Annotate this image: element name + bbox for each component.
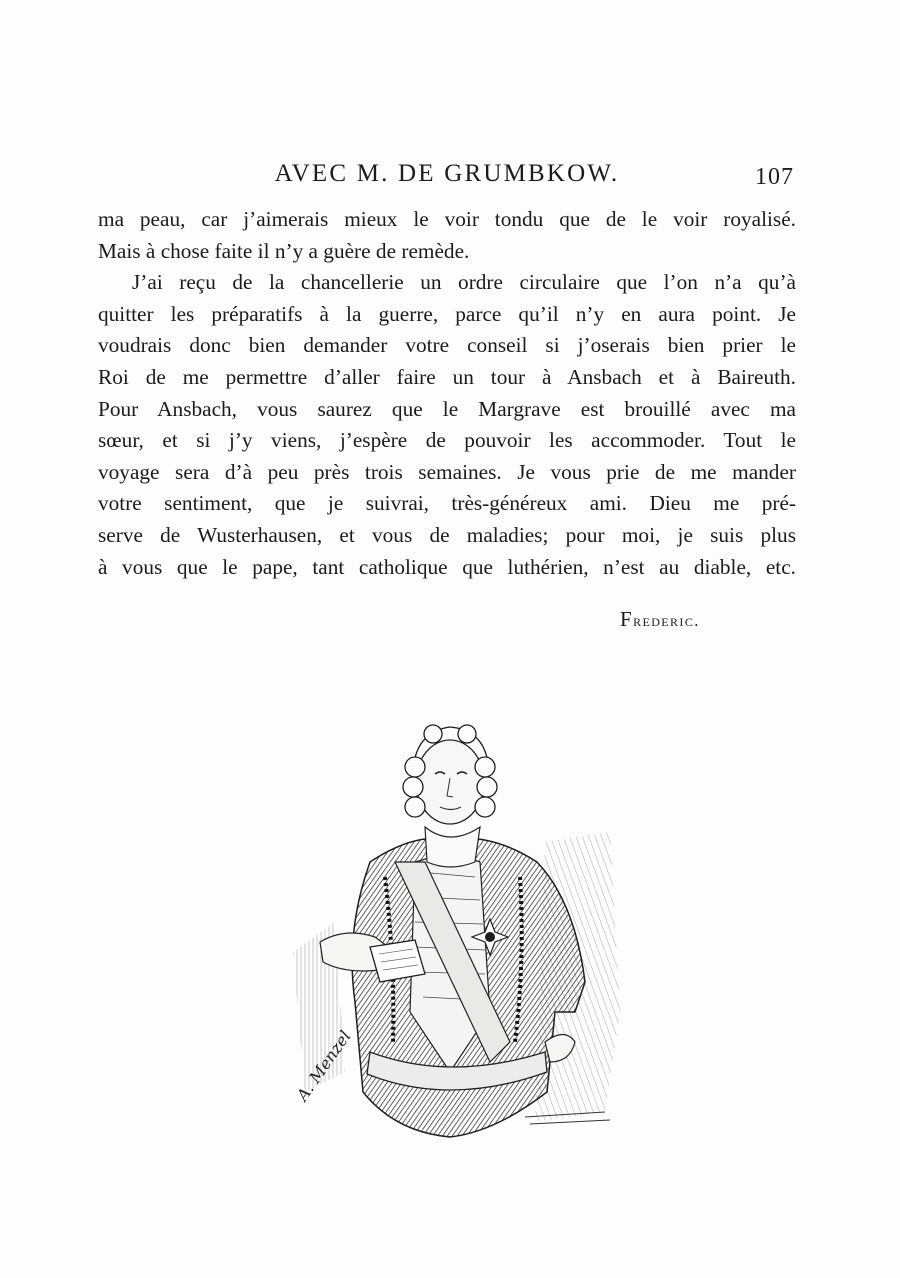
running-title: AVEC M. DE GRUMBKOW. — [274, 160, 620, 187]
text-line: ma peau, car j’aimerais mieux le voir tondu que de le voir royalisé. — [98, 207, 796, 231]
text-line: serve de Wusterhausen, et vous de maladies; pour moi, je suis plus — [98, 522, 796, 547]
jabot — [425, 827, 480, 867]
letter-text — [98, 204, 796, 583]
text-line: à vous que le pape, tant catholique que luthérien, n’est au diable, etc. — [98, 554, 796, 579]
text-line: Pour Ansbach, vous saurez que le Margrave est brouillé avec ma — [98, 396, 796, 421]
text-line: J’ai reçu de la chancellerie un ordre circulaire que l’on n’a qu’à — [132, 270, 796, 295]
letter — [370, 940, 425, 982]
artist-signature: A. Menzel — [292, 1027, 355, 1105]
text-line: sœur, et si j’y viens, j’espère de pouvoir les accommoder. Tout le — [98, 428, 796, 453]
text-line: Mais à chose faite il n’y a guère de remède. — [98, 238, 470, 263]
text-line: quitter les préparatifs à la guerre, parce qu’il n’y en aura point. Je — [98, 301, 796, 326]
running-head — [98, 160, 796, 194]
signature — [620, 607, 700, 632]
text-line: Roi de me permettre d’aller faire un tour à Ansbach et à Baireuth. — [98, 364, 796, 389]
page-number: 107 — [755, 164, 794, 190]
signature-initial: F — [620, 607, 634, 631]
text-line: voyage sera d’à peu près trois semaines. Je vous prie de me mander — [98, 459, 796, 484]
portrait-engraving — [275, 712, 625, 1152]
text-line: votre sentiment, que je suivrai, très-généreux ami. Dieu me pré- — [98, 491, 796, 516]
signature-rest: rederic. — [633, 611, 700, 630]
text-line: voudrais donc bien demander votre conseil si j’oserais bien prier le — [98, 333, 796, 358]
face — [416, 740, 484, 824]
